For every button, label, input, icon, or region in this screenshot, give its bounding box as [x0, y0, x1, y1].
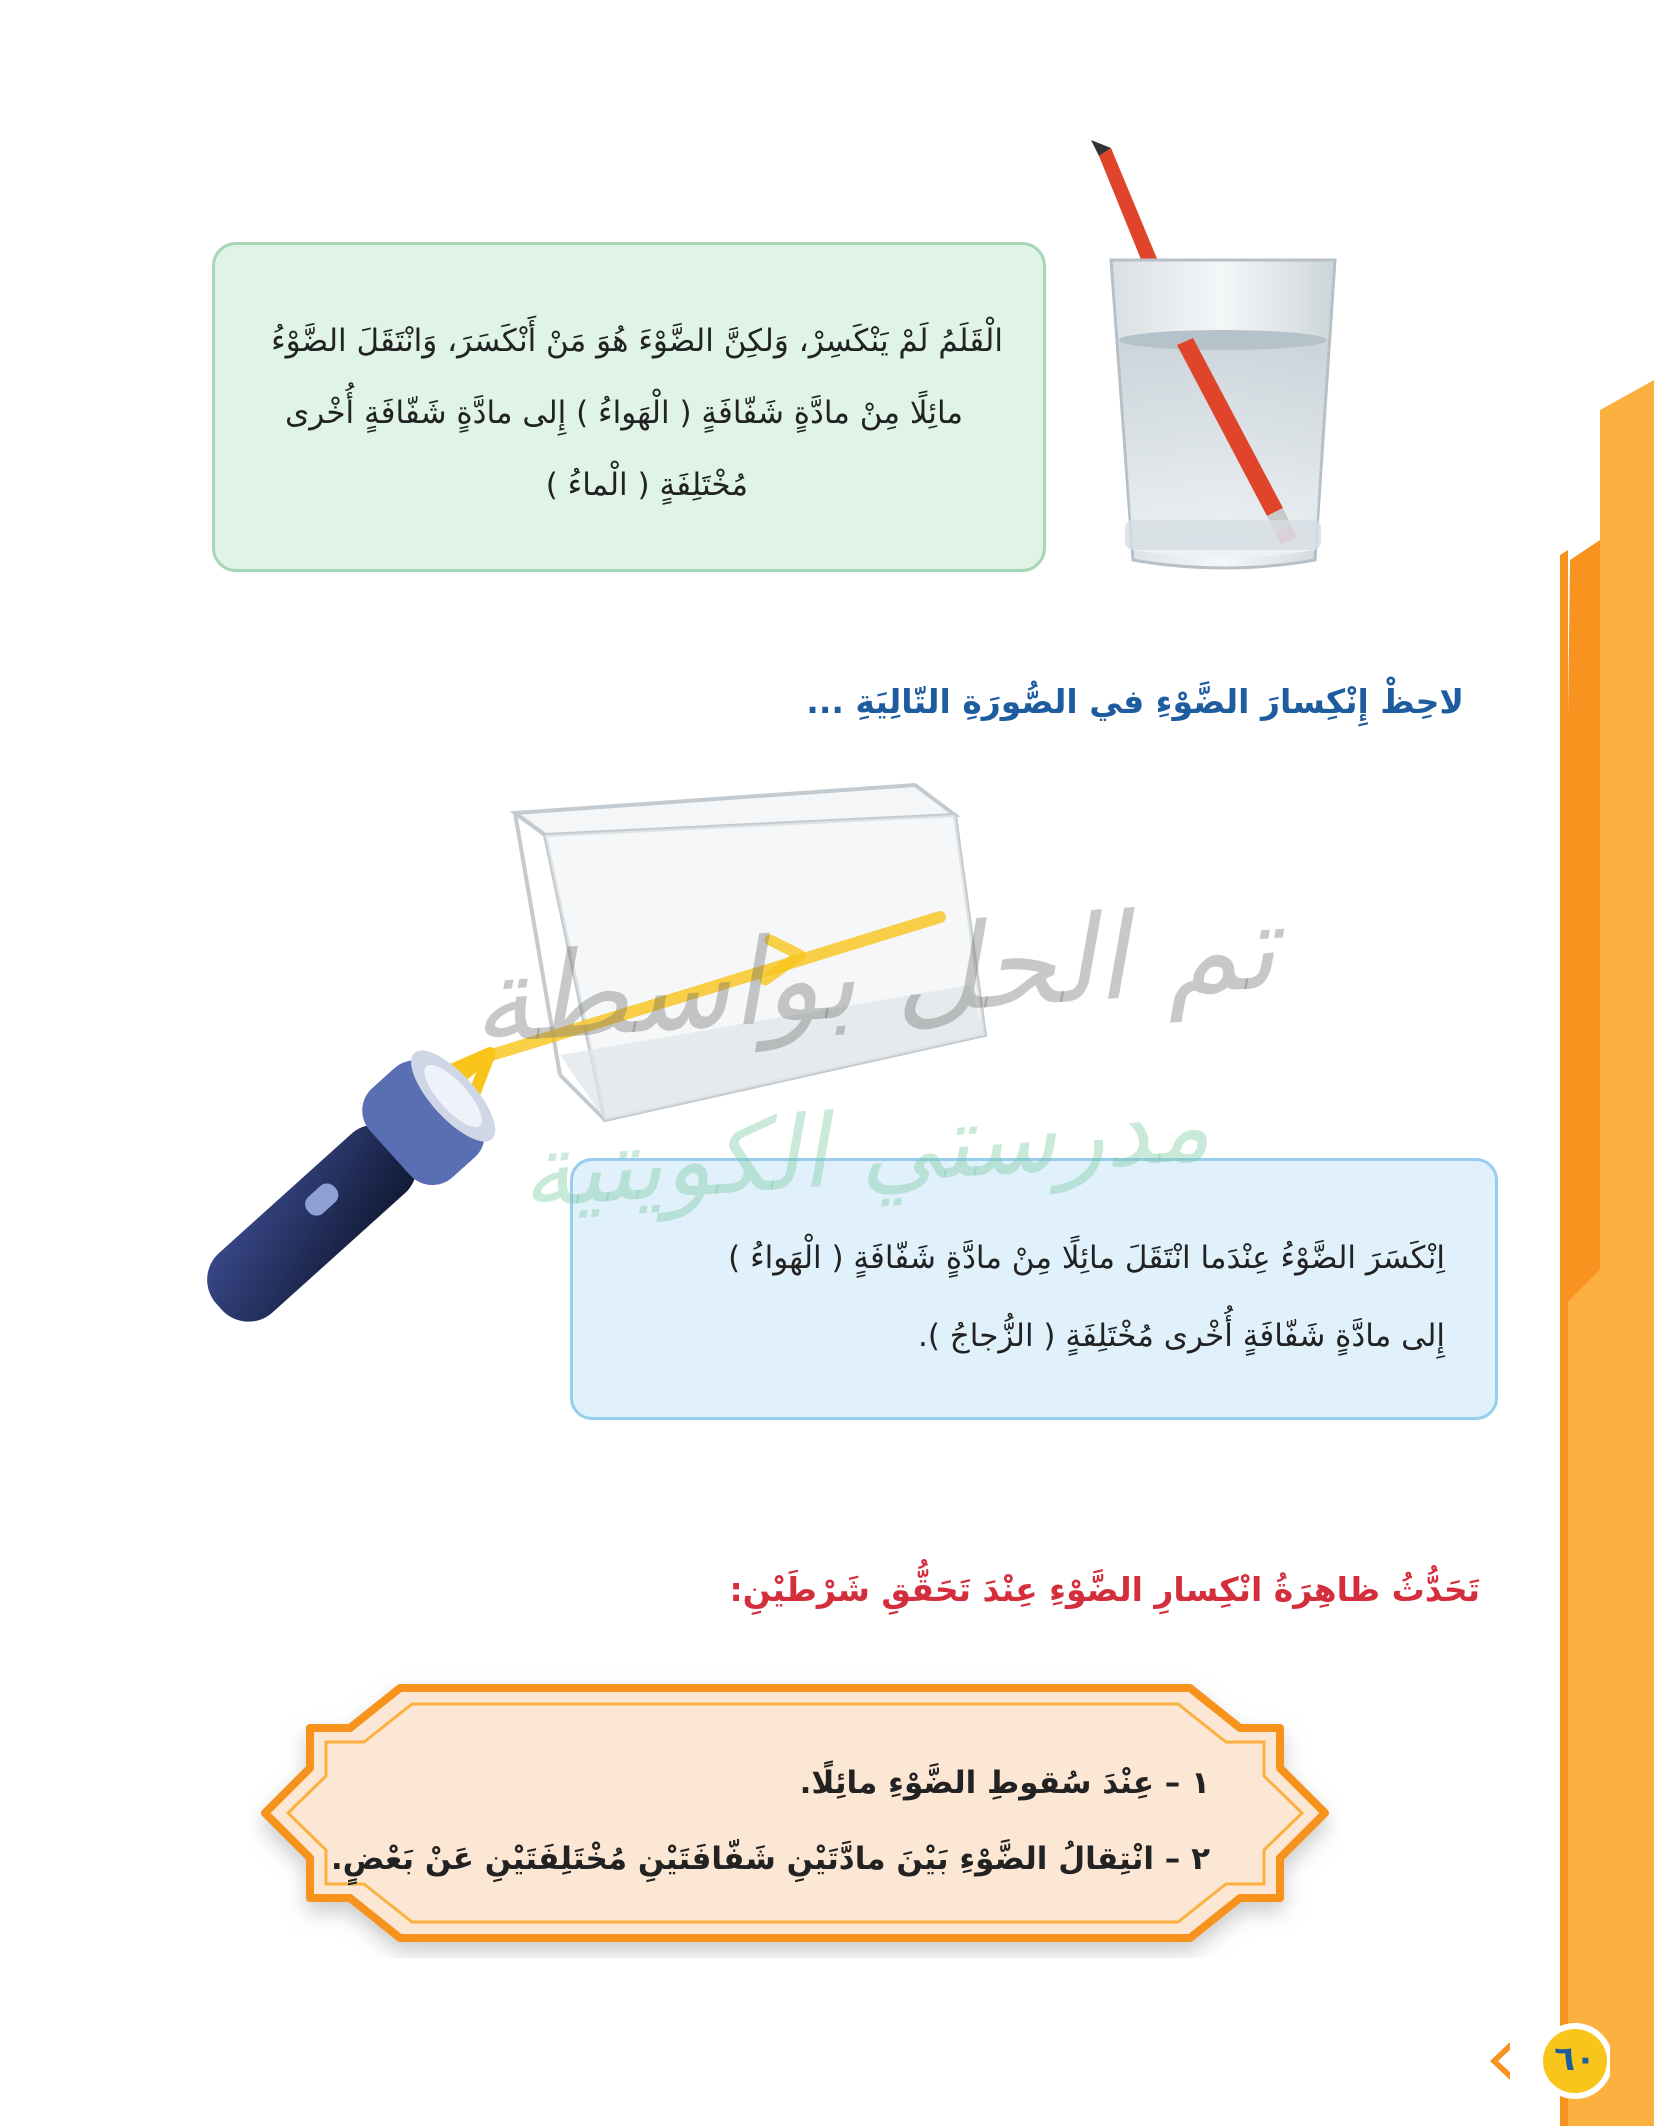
watermark-line-1: تم الحل بواسطة — [466, 877, 1281, 1071]
info-line-2: مائِلًا مِنْ مادَّةٍ شَفّافَةٍ ( الْهَواءُ ) إِلى مادَّةٍ شَفّافَةٍ أُخْرى — [285, 395, 963, 431]
pencil-in-glass-image — [1085, 140, 1345, 580]
observe-heading: لاحِظْ إِنْكِسارَ الضَّوْءِ في الصُّورَةِ التّالِيَةِ ... — [806, 682, 1464, 721]
condition-item-1: ١ – عِنْدَ سُقوطِ الضَّوْءِ مائِلًا. — [799, 1765, 1210, 1801]
side-decoration-band — [1560, 0, 1654, 2126]
conditions-list — [330, 1745, 1210, 1897]
watermark-line-2: مدرستي الكويتية — [516, 1066, 1214, 1231]
conditions-heading: تَحَدُّثُ ظاهِرَةُ انْكِسارِ الضَّوْءِ عِنْدَ تَحَقُّقِ شَرْطَيْنِ: — [729, 1570, 1480, 1609]
explanation-line-2: إِلى مادَّةٍ شَفّافَةٍ أُخْرى مُخْتَلِفَةٍ ( الزُّجاجُ ). — [917, 1318, 1445, 1354]
condition-item-2: ٢ – انْتِقالُ الضَّوْءِ بَيْنَ مادَّتَيْنِ شَفّافَتَيْنِ مُخْتَلِفَتَيْنِ عَنْ بَعْضٍ. — [330, 1841, 1210, 1877]
pencil-explanation-box — [212, 242, 1046, 572]
page-number: ٦٠ — [1554, 2039, 1596, 2079]
info-line-3: مُخْتَلِفَةٍ ( الْماءُ ) — [545, 467, 748, 503]
explanation-line-1: اِنْكَسَرَ الضَّوْءُ عِنْدَما انْتَقَلَ مائِلًا مِنْ مادَّةٍ شَفّافَةٍ ( الْهَواءُ ) — [728, 1240, 1445, 1276]
info-line-1: الْقَلَمُ لَمْ يَنْكَسِرْ، وَلكِنَّ الضَّوْءَ هُوَ مَنْ أَنْكَسَرَ، وَانْتَقَلَ الضَّوْءُ — [271, 323, 1003, 359]
